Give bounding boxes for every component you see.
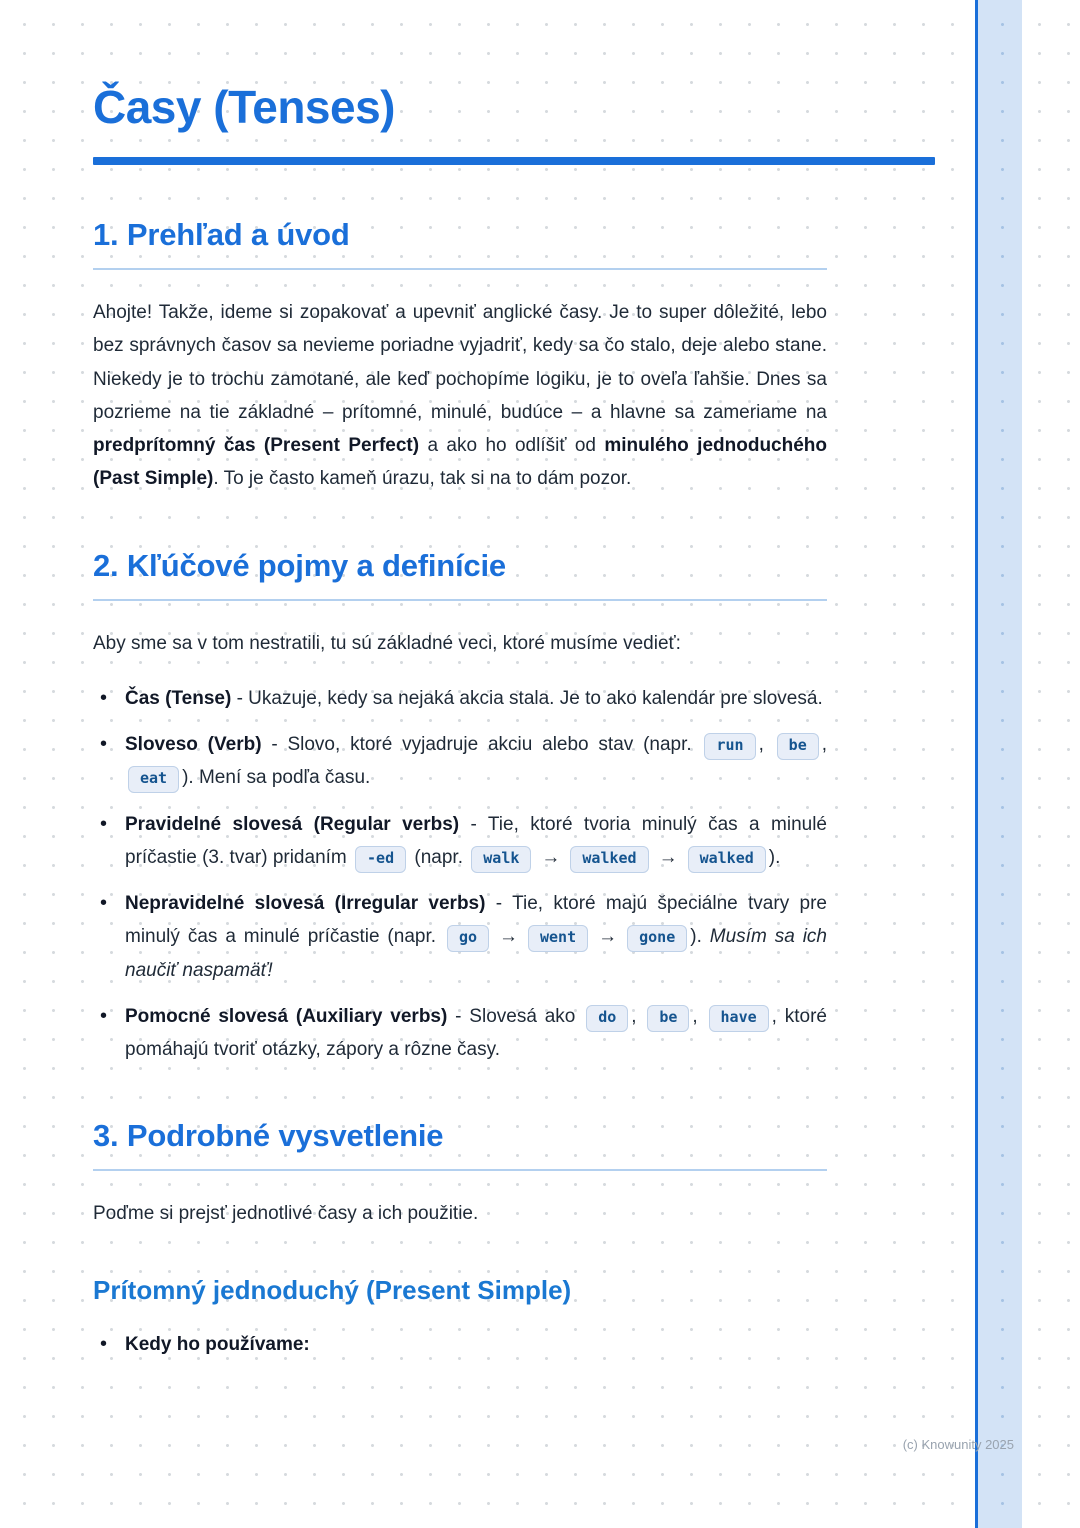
present-simple-subheading: Prítomný jednoduchý (Present Simple) — [93, 1274, 572, 1305]
list-item — [93, 682, 827, 715]
arrow-right-icon: → — [541, 846, 561, 868]
code-chip: be — [647, 1005, 689, 1032]
text-segment: , ktoré pomáhajú tvoriť otázky, zápory a rôzne časy. — [125, 1005, 827, 1061]
code-chip: walk — [471, 846, 531, 873]
text-segment: ). — [690, 926, 710, 948]
term-label: Čas (Tense) — [125, 687, 232, 709]
text-segment: (napr. — [409, 846, 469, 868]
text-segment: ). — [768, 846, 781, 868]
key-terms-list — [93, 682, 827, 1067]
text-segment: Ahojte! Takže, ideme si zopakovať a upevniť anglické časy. Je to super dôležité, lebo bez správnych časov sa nevieme poriadne vyjadriť, kedy sa čo stalo, deje alebo stane. Niekedy je to trochu zamotané, ale keď pochopíme logiku, je to oveľa ľahšie. Dnes sa pozrieme na tie základné – prítomné, minulé, budúce – a hlavne sa zameriame na — [93, 302, 827, 423]
code-chip: went — [528, 925, 588, 952]
text-segment: - Tie, ktoré majú špeciálne tvary pre minulý čas a minulé príčastie (napr. — [125, 893, 827, 948]
text-segment: - Ukazuje, kedy sa nejaká akcia stala. Je to ako kalendár pre slovesá. — [231, 687, 823, 709]
intro-paragraph — [93, 296, 827, 496]
code-chip: have — [709, 1005, 769, 1032]
key-terms-intro: Aby sme sa v tom nestratili, tu sú základné veci, ktoré musíme vedieť: — [93, 632, 681, 654]
page-title: Časy (Tenses) — [93, 81, 396, 133]
present-simple-list — [93, 1328, 827, 1361]
title-underline-rule — [93, 157, 935, 165]
bullet-marker-icon: • — [100, 812, 108, 835]
text-segment: - Slovo, ktoré vyjadruje akciu alebo stav (napr. — [261, 734, 702, 756]
bullet-marker-icon: • — [100, 892, 108, 915]
list-item — [93, 1000, 827, 1067]
text-segment: - Slovesá ako — [447, 1005, 584, 1027]
detail-intro-paragraph: Poďme si prejsť jednotlivé časy a ich použitie. — [93, 1203, 479, 1225]
term-label: Nepravidelné slovesá (Irregular verbs) — [125, 893, 486, 915]
text-segment: . To je často kameň úrazu, tak si na to dám pozor. — [213, 468, 632, 490]
code-chip: be — [777, 733, 819, 760]
bullet-marker-icon: • — [100, 733, 108, 756]
section-2-heading: 2. Kľúčové pojmy a definície — [93, 548, 827, 601]
list-item — [93, 887, 827, 987]
term-label: Pomocné slovesá (Auxiliary verbs) — [125, 1005, 448, 1027]
code-chip: walked — [570, 846, 648, 873]
section-overview — [93, 217, 827, 496]
text-segment: ). Mení sa podľa času. — [182, 767, 371, 789]
text-segment: a ako ho odlíšiť od — [419, 435, 605, 457]
list-item — [93, 808, 827, 875]
list-item — [93, 1328, 827, 1361]
copyright-notice: (c) Knowunity 2025 — [902, 1437, 1014, 1452]
term-label: Pravidelné slovesá (Regular verbs) — [125, 813, 460, 835]
bold-text: minulého jednoduchého (Past Simple) — [93, 435, 827, 490]
code-chip: gone — [627, 925, 687, 952]
document-content — [93, 80, 827, 1374]
text-segment: , — [631, 1005, 645, 1027]
bold-text: predprítomný čas (Present Perfect) — [93, 435, 420, 457]
code-chip: eat — [128, 766, 179, 793]
arrow-right-icon: → — [598, 926, 618, 948]
code-chip: do — [586, 1005, 628, 1032]
list-item — [93, 728, 827, 795]
code-chip: walked — [688, 846, 766, 873]
italic-text: Musím sa ich naučiť naspamäť! — [125, 926, 827, 981]
section-key-terms — [93, 548, 827, 1067]
code-chip: run — [704, 733, 755, 760]
code-chip: -ed — [355, 846, 406, 873]
bullet-marker-icon: • — [100, 686, 108, 709]
bullet-marker-icon: • — [100, 1332, 108, 1355]
arrow-right-icon: → — [658, 846, 678, 868]
section-3-heading: 3. Podrobné vysvetlenie — [93, 1118, 827, 1171]
term-label: Sloveso (Verb) — [125, 734, 262, 756]
text-segment: , — [758, 734, 774, 756]
section-1-heading: 1. Prehľad a úvod — [93, 217, 827, 270]
term-label: Kedy ho používame: — [125, 1333, 310, 1355]
bullet-marker-icon: • — [100, 1004, 108, 1027]
text-segment: - Tie, ktoré tvoria minulý čas a minulé príčastie (3. tvar) pridaním — [125, 813, 827, 868]
page-margin-strip — [975, 0, 1022, 1528]
section-detailed-explanation — [93, 1118, 827, 1361]
arrow-right-icon: → — [499, 926, 518, 948]
code-chip: go — [447, 925, 489, 952]
text-segment: , — [821, 734, 828, 756]
text-segment: , — [692, 1005, 706, 1027]
